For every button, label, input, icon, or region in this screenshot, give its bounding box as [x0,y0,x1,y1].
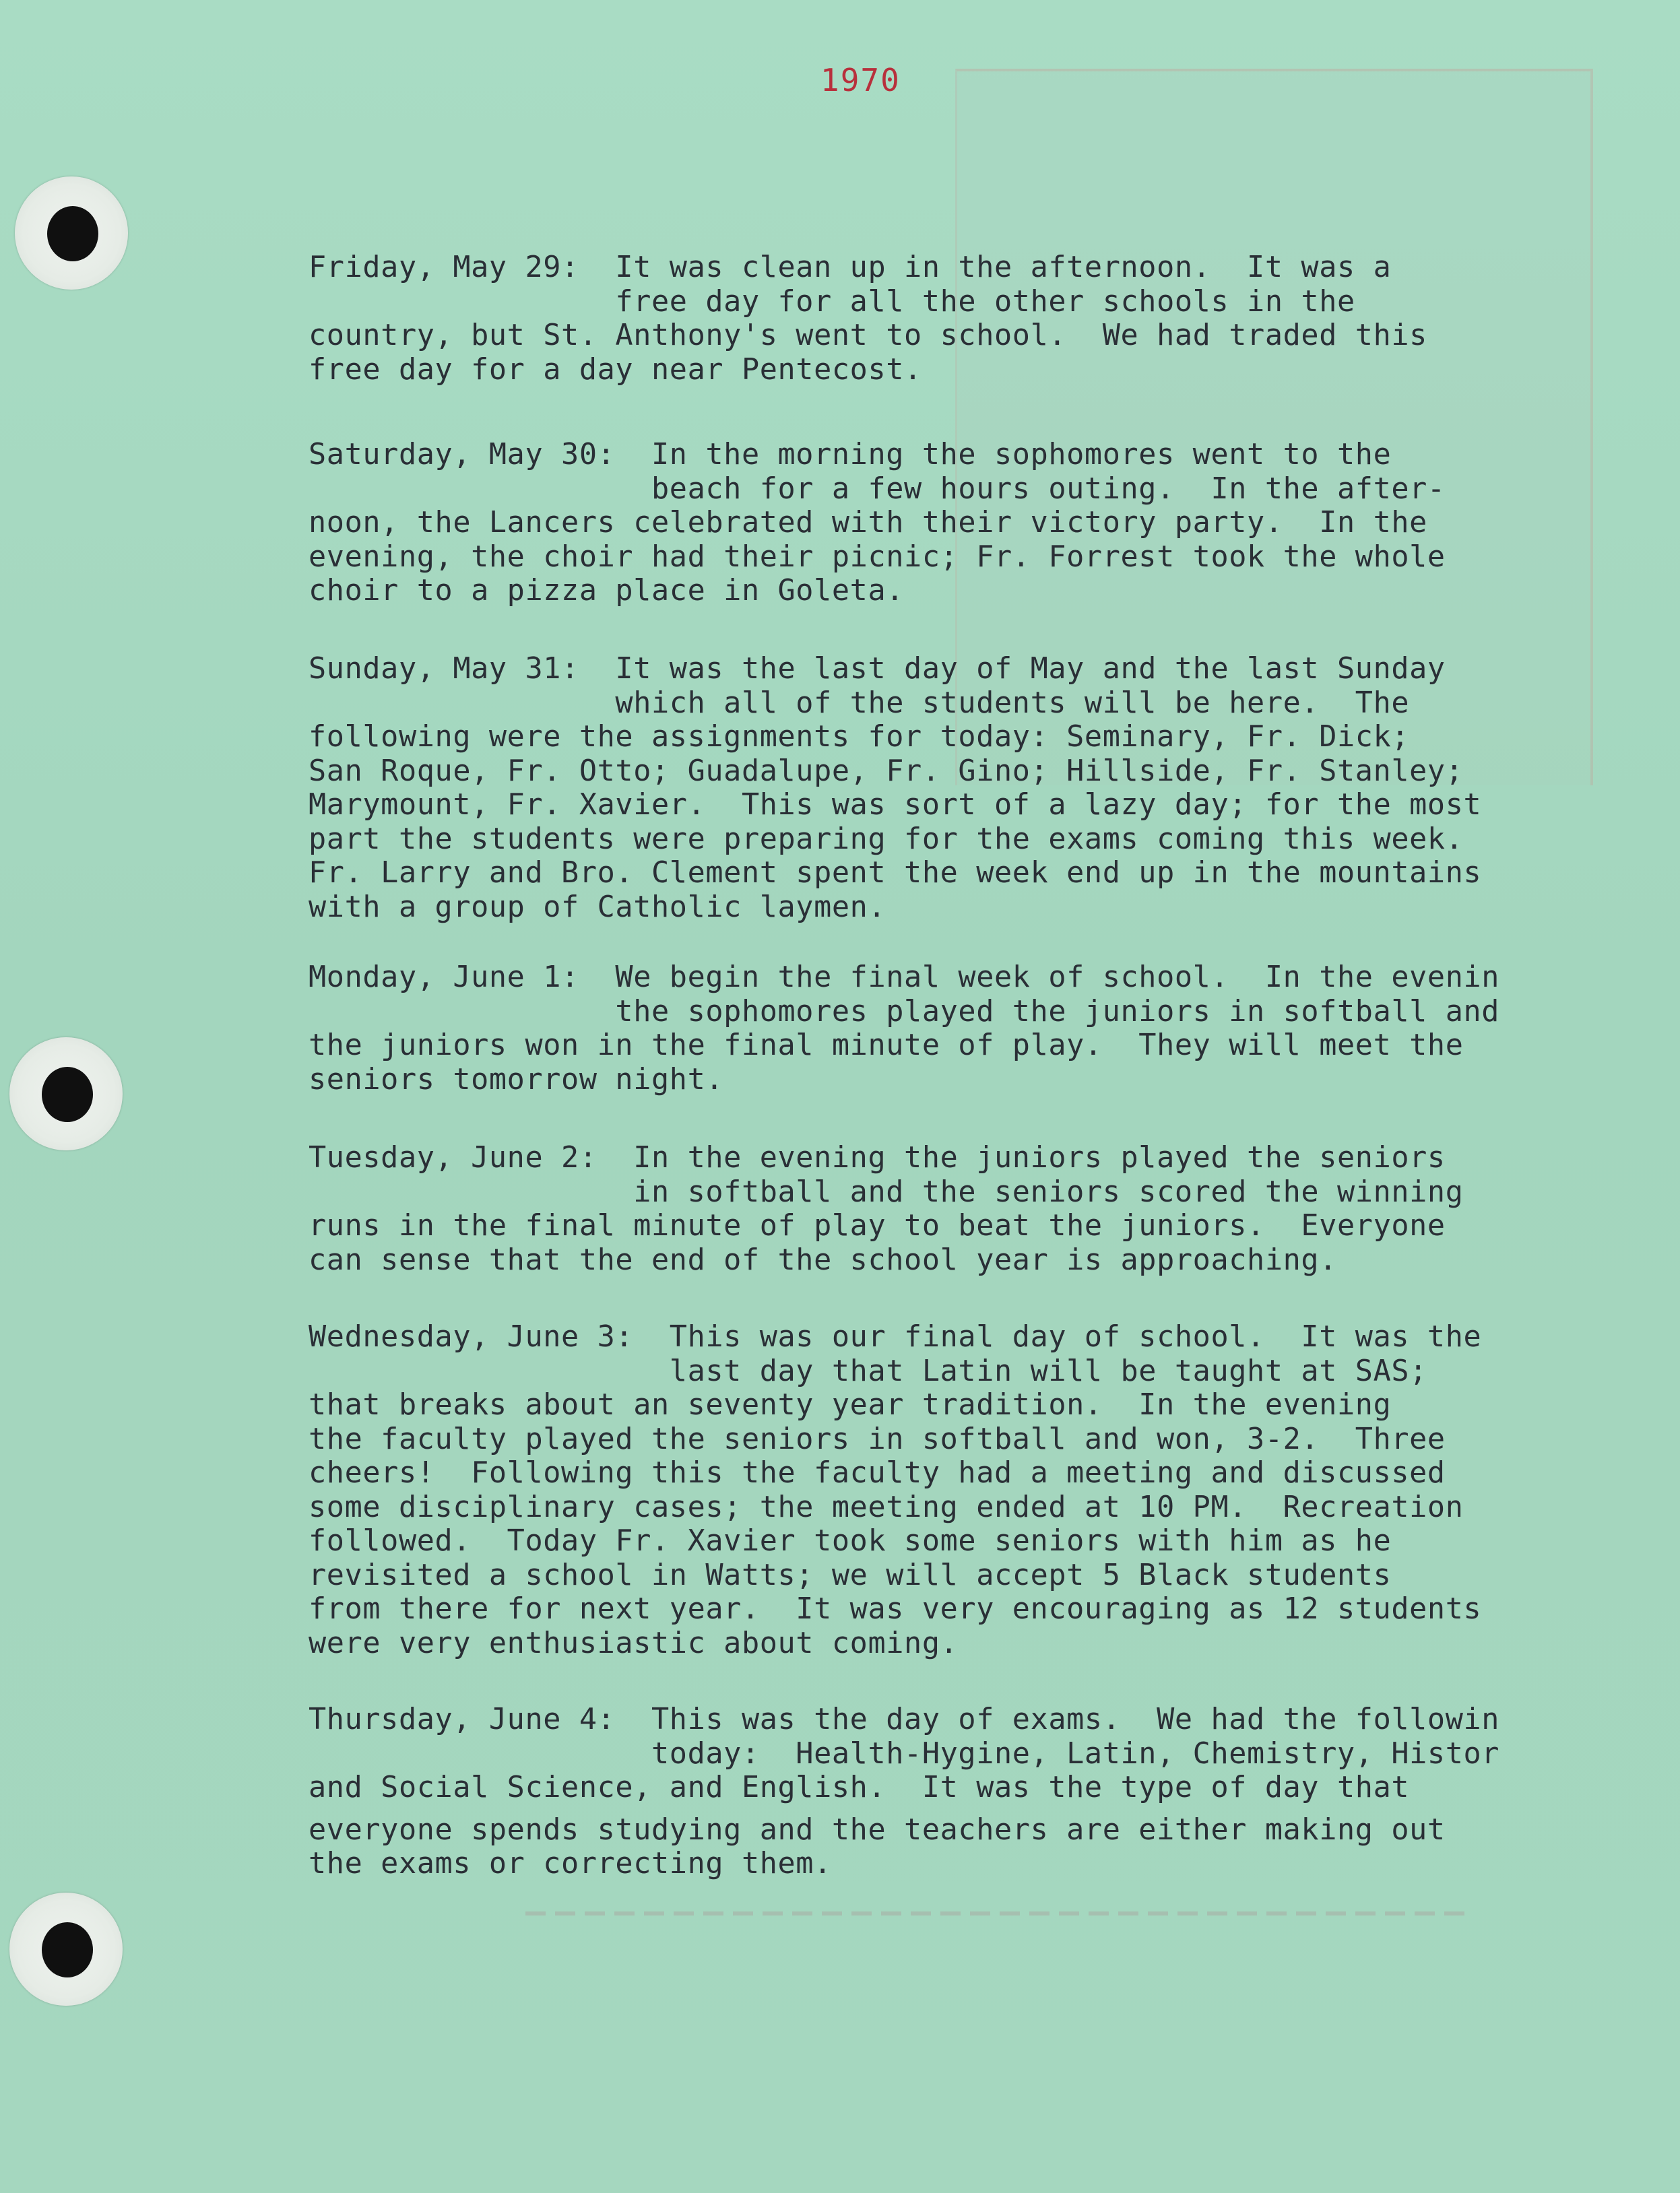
diary-entry-wednesday-june-3 [309,1320,1481,1660]
entry-line: evening, the choir had their picnic; Fr. Forrest took the whole [309,539,1446,574]
entry-line: followed. Today Fr. Xavier took some seniors with him as he [309,1524,1392,1558]
diary-entry-friday-may-29 [309,251,1427,387]
entry-line: Tuesday, June 2: In the evening the juniors played the seniors [309,1141,1446,1175]
entry-line: can sense that the end of the school year is approaching. [309,1243,1337,1277]
entry-line: that breaks about an seventy year tradition. In the evening [309,1388,1392,1422]
diary-entry-tuesday-june-2 [309,1141,1464,1277]
bleed-through-mark [525,1911,1468,1916]
entry-line: were very enthusiastic about coming. [309,1626,959,1660]
entry-line: Fr. Larry and Bro. Clement spent the week end up in the mountains [309,856,1482,890]
entry-line: Saturday, May 30: In the morning the sophomores went to the [309,438,1392,471]
entry-line: Thursday, June 4: This was the day of exams. We had the followin [309,1703,1500,1736]
entry-line: country, but St. Anthony's went to school. We had traded this [309,319,1427,352]
entry-line: free day for a day near Pentecost. [309,352,922,387]
diary-entry-thursday-june-4 [309,1703,1499,1881]
binder-hole-icon [9,1037,123,1150]
entry-line: choir to a pizza place in Goleta. [309,574,905,608]
entry-line: in softball and the seniors scored the winning [309,1175,1464,1209]
entry-line: Monday, June 1: We begin the final week of school. In the evenin [309,960,1500,994]
entry-line: the exams or correcting them. [309,1847,832,1880]
entry-line: everyone spends studying and the teachers are either making out [309,1812,1446,1847]
entry-line: following were the assignments for today: Seminary, Fr. Dick; [309,720,1410,754]
entry-line: Friday, May 29: It was clean up in the afternoon. It was a [309,251,1392,284]
entry-line: Sunday, May 31: It was the last day of May and the last Sunday [309,652,1446,686]
entry-line: which all of the students will be here. The [309,686,1410,720]
entry-line: seniors tomorrow night. [309,1062,724,1096]
entry-line: last day that Latin will be taught at SAS; [309,1354,1427,1388]
entry-line: revisited a school in Watts; we will accept 5 Black students [309,1558,1392,1592]
entry-line: San Roque, Fr. Otto; Guadalupe, Fr. Gino; Hillside, Fr. Stanley; [309,754,1464,788]
entry-line: beach for a few hours outing. In the after- [309,471,1446,506]
entry-line: some disciplinary cases; the meeting ended at 10 PM. Recreation [309,1490,1464,1524]
entry-line: noon, the Lancers celebrated with their victory party. In the [309,506,1427,539]
entry-line: Wednesday, June 3: This was our final day of school. It was the [309,1320,1482,1354]
entry-line: the sophomores played the juniors in softball and [309,994,1500,1028]
entry-line: today: Health-Hygine, Latin, Chemistry, Histor [309,1736,1500,1771]
binder-hole-icon [9,1893,123,2006]
entry-line: the faculty played the seniors in softball and won, 3-2. Three [309,1422,1446,1456]
diary-entry-saturday-may-30 [309,438,1446,608]
entry-line: part the students were preparing for the exams coming this week. [309,822,1464,856]
entry-line: free day for all the other schools in the [309,284,1355,319]
diary-entry-monday-june-1 [309,960,1499,1096]
binder-hole-icon [15,176,128,290]
entry-line: from there for next year. It was very encouraging as 12 students [309,1592,1482,1626]
entry-line: and Social Science, and English. It was the type of day that [309,1771,1410,1804]
entry-line: the juniors won in the final minute of play. They will meet the [309,1028,1464,1062]
entry-line: cheers! Following this the faculty had a meeting and discussed [309,1456,1446,1490]
entry-line: Marymount, Fr. Xavier. This was sort of a lazy day; for the most [309,788,1482,822]
diary-entry-sunday-may-31 [309,652,1481,924]
page-year: 1970 [820,62,901,98]
entry-line: with a group of Catholic laymen. [309,890,886,924]
entry-line: runs in the final minute of play to beat the juniors. Everyone [309,1209,1446,1243]
